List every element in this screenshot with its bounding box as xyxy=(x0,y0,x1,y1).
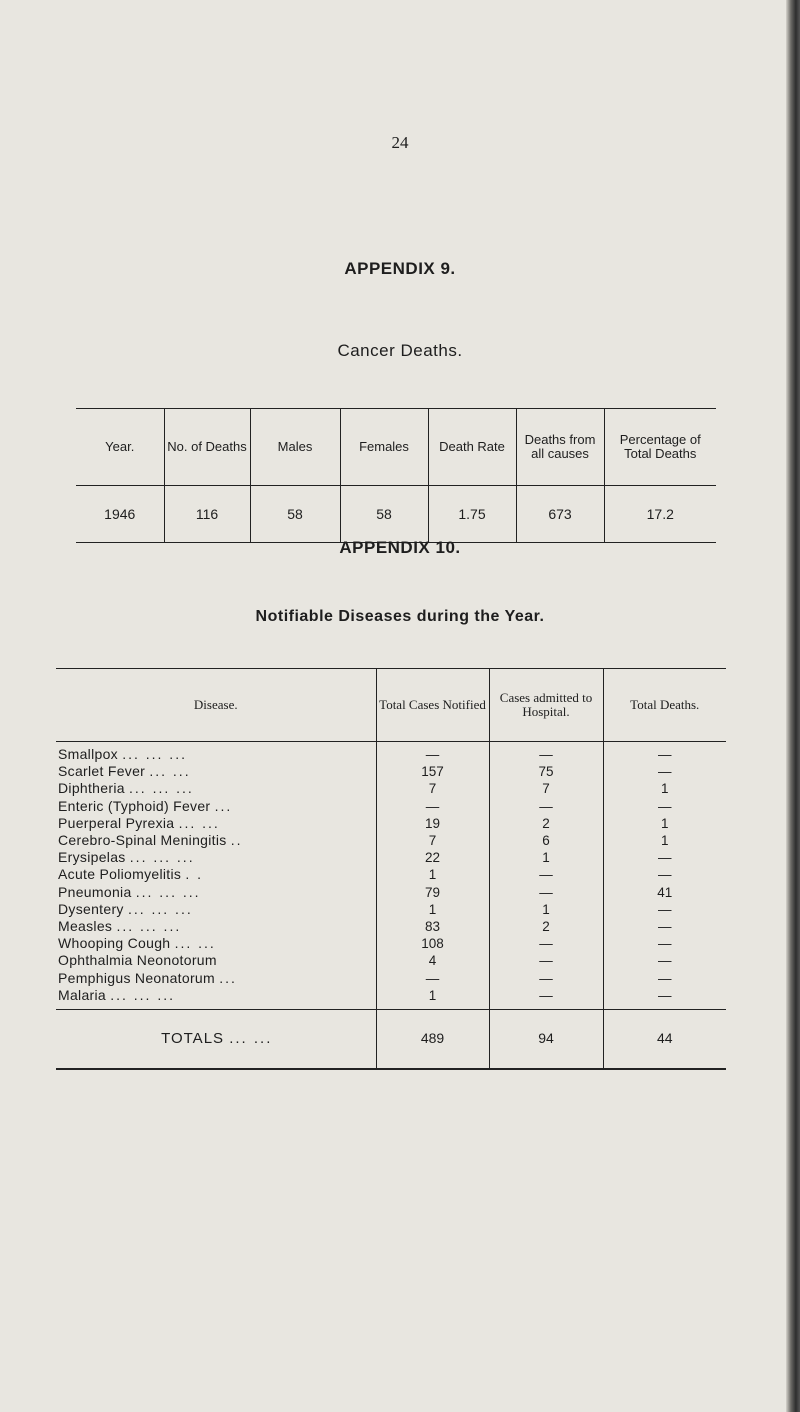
cell-females: 58 xyxy=(340,486,428,543)
cases-hospital: — xyxy=(489,742,603,764)
col-admitted-hospital: Cases admitted to Hospital. xyxy=(489,669,603,742)
total-deaths: — xyxy=(603,763,726,780)
appendix10-heading: APPENDIX 10. xyxy=(339,538,461,557)
col-year: Year. xyxy=(76,409,164,486)
cases-notified: 1 xyxy=(376,866,489,883)
col-females: Females xyxy=(340,409,428,486)
cell-no-of-deaths: 116 xyxy=(164,486,250,543)
appendix10-subheading: Notifiable Diseases during the Year. xyxy=(255,608,545,625)
cases-hospital: 2 xyxy=(489,918,603,935)
total-deaths: 1 xyxy=(603,780,726,797)
table-row xyxy=(56,763,726,780)
table-row xyxy=(56,969,726,986)
cases-hospital: — xyxy=(489,866,603,883)
disease-name: Pneumonia ... ... ... xyxy=(58,883,201,900)
table-row xyxy=(56,832,726,849)
table-row xyxy=(56,987,726,1010)
disease-name: Dysentery ... ... ... xyxy=(58,900,193,917)
col-total-notified: Total Cases Notified xyxy=(376,669,489,742)
cases-hospital: — xyxy=(489,952,603,969)
total-deaths: — xyxy=(603,918,726,935)
disease-name: Cerebro-Spinal Meningitis .. xyxy=(58,832,243,849)
disease-name: Pemphigus Neonatorum ... xyxy=(58,969,237,986)
disease-name: Puerperal Pyrexia ... ... xyxy=(58,814,220,831)
total-deaths: — xyxy=(603,798,726,815)
table-row xyxy=(56,918,726,935)
cases-notified: 79 xyxy=(376,884,489,901)
cases-hospital: — xyxy=(489,969,603,986)
page-edge-shadow xyxy=(786,0,800,1412)
total-deaths: — xyxy=(603,952,726,969)
total-deaths: 41 xyxy=(603,884,726,901)
cases-hospital: — xyxy=(489,884,603,901)
table-header-row xyxy=(56,669,726,742)
table-row xyxy=(56,849,726,866)
disease-name: Malaria ... ... ... xyxy=(58,986,176,1003)
col-deaths-all-causes: Deaths from all causes xyxy=(516,409,604,486)
table-row xyxy=(56,901,726,918)
col-total-deaths: Total Deaths. xyxy=(603,669,726,742)
cancer-deaths-table xyxy=(76,408,716,543)
cases-hospital: 6 xyxy=(489,832,603,849)
disease-name: Smallpox ... ... ... xyxy=(58,746,187,763)
cases-hospital: 1 xyxy=(489,849,603,866)
table-row xyxy=(56,815,726,832)
table-row xyxy=(56,884,726,901)
total-deaths: 1 xyxy=(603,815,726,832)
cases-hospital: — xyxy=(489,935,603,952)
table-row xyxy=(56,866,726,883)
cases-hospital: 1 xyxy=(489,901,603,918)
totals-row xyxy=(56,1009,726,1069)
table-row xyxy=(56,952,726,969)
cases-hospital: 2 xyxy=(489,815,603,832)
total-deaths: — xyxy=(603,901,726,918)
notifiable-diseases-table xyxy=(56,668,726,1070)
totals-deaths: 44 xyxy=(603,1009,726,1069)
appendix9-heading: APPENDIX 9. xyxy=(344,259,456,278)
cases-hospital: 75 xyxy=(489,763,603,780)
cases-notified: 19 xyxy=(376,815,489,832)
cases-notified: 157 xyxy=(376,763,489,780)
cases-notified: 7 xyxy=(376,832,489,849)
totals-hospital: 94 xyxy=(489,1009,603,1069)
cases-notified: 108 xyxy=(376,935,489,952)
col-males: Males xyxy=(250,409,340,486)
cell-death-rate: 1.75 xyxy=(428,486,516,543)
total-deaths: — xyxy=(603,849,726,866)
disease-name: Whooping Cough ... ... xyxy=(58,935,216,952)
totals-label: TOTALS ... ... xyxy=(56,1009,376,1069)
disease-rows xyxy=(56,742,726,1010)
cases-hospital: — xyxy=(489,798,603,815)
table-row xyxy=(56,780,726,797)
cell-males: 58 xyxy=(250,486,340,543)
col-percentage: Percentage of Total Deaths xyxy=(604,409,716,486)
cases-notified: — xyxy=(376,969,489,986)
appendix9-subheading: Cancer Deaths. xyxy=(337,341,463,360)
table-row xyxy=(56,935,726,952)
disease-name: Erysipelas ... ... ... xyxy=(58,849,195,866)
total-deaths: — xyxy=(603,987,726,1010)
cell-percentage: 17.2 xyxy=(604,486,716,543)
table-row xyxy=(56,798,726,815)
total-deaths: — xyxy=(603,742,726,764)
cases-hospital: 7 xyxy=(489,780,603,797)
cases-notified: 83 xyxy=(376,918,489,935)
table-row xyxy=(76,486,716,543)
table-row xyxy=(56,742,726,764)
cases-notified: 4 xyxy=(376,952,489,969)
cases-notified: — xyxy=(376,742,489,764)
disease-name: Diphtheria ... ... ... xyxy=(58,780,194,797)
totals-notified: 489 xyxy=(376,1009,489,1069)
col-death-rate: Death Rate xyxy=(428,409,516,486)
col-disease: Disease. xyxy=(56,669,376,742)
disease-name: Enteric (Typhoid) Fever ... xyxy=(58,797,233,814)
total-deaths: — xyxy=(603,866,726,883)
cases-notified: 1 xyxy=(376,987,489,1010)
table-header-row xyxy=(76,409,716,486)
total-deaths: — xyxy=(603,935,726,952)
cases-notified: — xyxy=(376,798,489,815)
col-no-of-deaths: No. of Deaths xyxy=(164,409,250,486)
disease-name: Measles ... ... ... xyxy=(58,917,182,934)
page-number: 24 xyxy=(391,133,409,152)
cases-notified: 22 xyxy=(376,849,489,866)
cases-notified: 1 xyxy=(376,901,489,918)
disease-name: Scarlet Fever ... ... xyxy=(58,763,191,780)
cell-deaths-all-causes: 673 xyxy=(516,486,604,543)
cases-hospital: — xyxy=(489,987,603,1010)
total-deaths: 1 xyxy=(603,832,726,849)
disease-name: Acute Poliomyelitis . . xyxy=(58,866,204,883)
cases-notified: 7 xyxy=(376,780,489,797)
total-deaths: — xyxy=(603,969,726,986)
cell-year: 1946 xyxy=(76,486,164,543)
disease-name: Ophthalmia Neonotorum xyxy=(58,952,217,969)
